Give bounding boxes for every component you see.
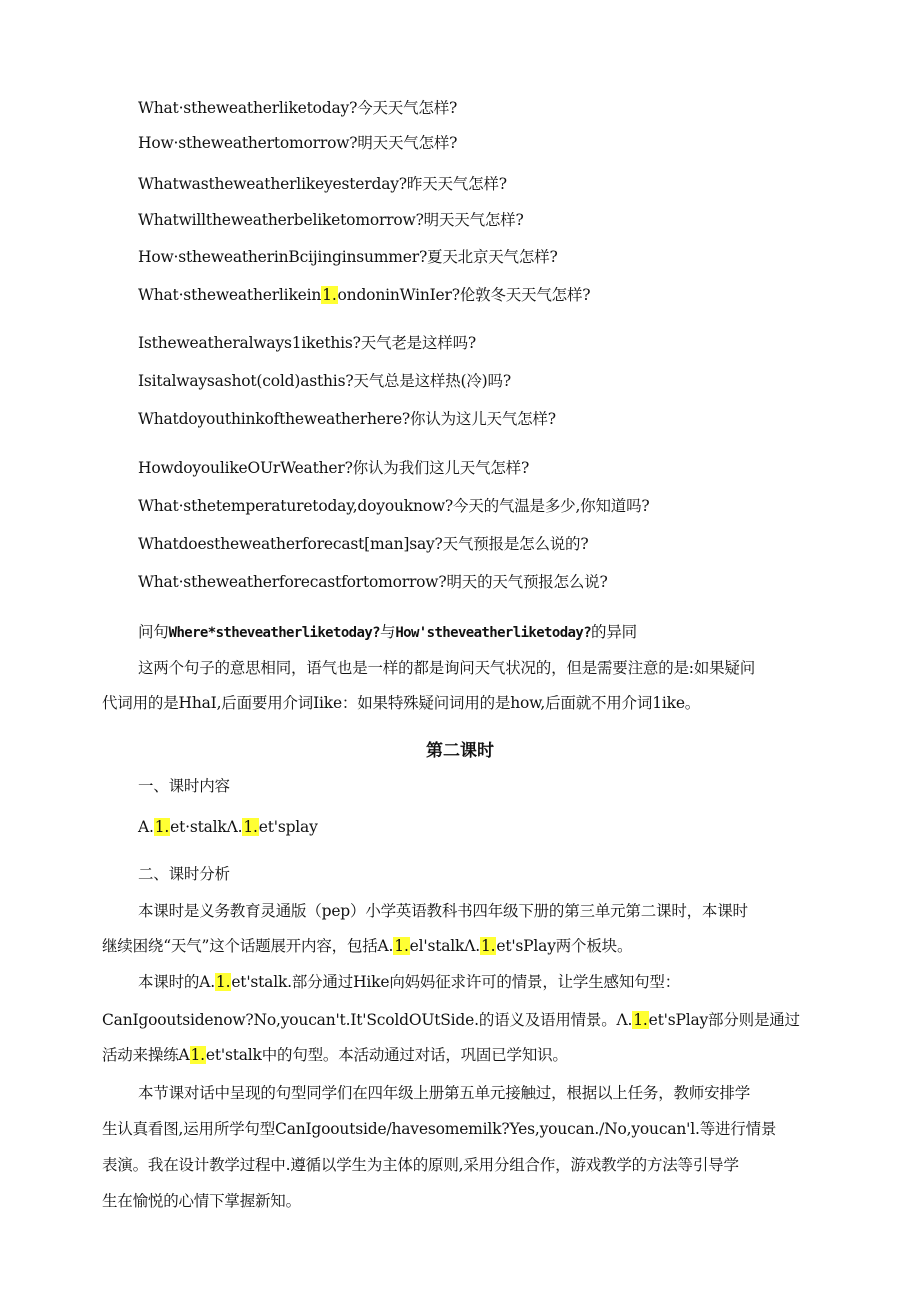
highlight-mark: 1.: [633, 1011, 648, 1029]
question-line: How·stheweathertomorrow?明天天气怎样?: [138, 134, 458, 152]
question-line: Istheweatheralways1ikethis?天气老是这样吗?: [138, 334, 476, 352]
text-segment: el'stalkΛ.: [409, 937, 480, 955]
subsection-heading: 二、课时分析: [138, 865, 230, 883]
question-line: Whatwilltheweatherbeliketomorrow?明天天气怎样?: [138, 211, 524, 229]
text-segment: 的异同: [591, 623, 637, 641]
question-line: What·stheweatherforecastfortomorrow?明天的天气预报怎么说?: [138, 573, 608, 591]
lesson-content: [138, 815, 838, 839]
paragraph-line: 生认真看图,运用所学句型CanIgooutside/havesomemilk?Yes,youcan./No,youcan'l.等进行情景: [102, 1120, 777, 1138]
comparison-explain: 代词用的是HhaI,后面要用介词Iike：如果特殊疑问词用的是how,后面就不用介词1ike。: [102, 694, 701, 712]
comparison-explain: 这两个句子的意思相同，语气也是一样的都是询问天气状况的，但是需要注意的是:如果疑问: [138, 659, 756, 677]
paragraph-line: [138, 970, 838, 994]
text-segment: What·stheweatherlikein: [138, 286, 322, 304]
question-line: What·sthetemperaturetoday,doyouknow?今天的气温是多少,你知道吗?: [138, 497, 650, 515]
question-line: Whatwastheweatherlikeyesterday?昨天天气怎样?: [138, 175, 507, 193]
text-segment: 本课时的A.: [138, 973, 215, 991]
paragraph-line: [102, 1043, 802, 1067]
highlight-mark: 1.: [394, 937, 409, 955]
highlight-mark: 1.: [480, 937, 496, 955]
highlight-mark: 1.: [215, 973, 231, 991]
highlight-mark: 1.: [322, 286, 337, 304]
question-line: Whatdoestheweatherforecast[man]say?天气预报是怎么说的?: [138, 535, 589, 553]
paragraph-line: [102, 1008, 802, 1032]
paragraph-line: [102, 934, 802, 958]
paragraph-line: 本节课对话中呈现的句型同学们在四年级上册第五单元接触过，根据以上任务，教师安排学: [138, 1084, 751, 1102]
text-segment: et'stalk中的句型。本活动通过对话，巩固已学知识。: [205, 1046, 568, 1064]
text-segment: How'stheveatherliketoday?: [395, 625, 592, 641]
highlight-mark: 1.: [190, 1046, 205, 1064]
subsection-heading: 一、课时内容: [138, 777, 230, 795]
text-segment: 与: [380, 623, 396, 641]
question-line: What·stheweatherliketoday?今天天气怎样?: [138, 99, 458, 117]
question-line: HowdoyoulikeOUrWeather?你认为我们这儿天气怎样?: [138, 459, 530, 477]
text-segment: ondoninWinIer?伦敦冬天天气怎样?: [337, 286, 591, 304]
text-segment: 问句: [138, 623, 169, 641]
text-segment: et'stalk.部分通过Hike向妈妈征求许可的情景，让学生感知句型：: [231, 973, 681, 991]
highlight-mark: 1.: [243, 818, 258, 836]
text-segment: 继续困绕“天气”这个话题展开内容，包括A.: [102, 937, 394, 955]
text-segment: et'sPlay两个板块。: [496, 937, 633, 955]
text-segment: et'sPlay部分则是通过: [648, 1011, 800, 1029]
text-segment: 活动来操练A: [102, 1046, 190, 1064]
paragraph-line: 生在愉悦的心情下掌握新知。: [102, 1192, 301, 1210]
text-segment: A.: [138, 818, 154, 836]
question-line: Isitalwaysashot(cold)asthis?天气总是这样热(冷)吗?: [138, 372, 511, 390]
text-segment: et·stalkΛ.: [170, 818, 243, 836]
paragraph-line: 本课时是义务教育灵通版（pep）小学英语教科书四年级下册的第三单元第二课时，本课时: [138, 902, 748, 920]
text-segment: et'splay: [258, 818, 318, 836]
section-title: 第二课时: [426, 741, 494, 761]
paragraph-line: 表演。我在设计教学过程中.遵循以学生为主体的原则,采用分组合作，游戏教学的方法等引导学: [102, 1156, 739, 1174]
highlight-mark: 1.: [154, 818, 170, 836]
text-segment: Where*stheveatherliketoday?: [168, 625, 380, 641]
question-line: Whatdoyouthinkoftheweatherhere?你认为这儿天气怎样?: [138, 410, 556, 428]
question-line-london: [138, 283, 838, 307]
question-line: How·stheweatherinBcijinginsummer?夏天北京天气怎样?: [138, 248, 558, 266]
comparison-heading: [138, 620, 838, 645]
text-segment: CanIgooutsidenow?No,youcan't.It'ScoldOUtSide.的语义及语用情景。Λ.: [102, 1011, 633, 1029]
